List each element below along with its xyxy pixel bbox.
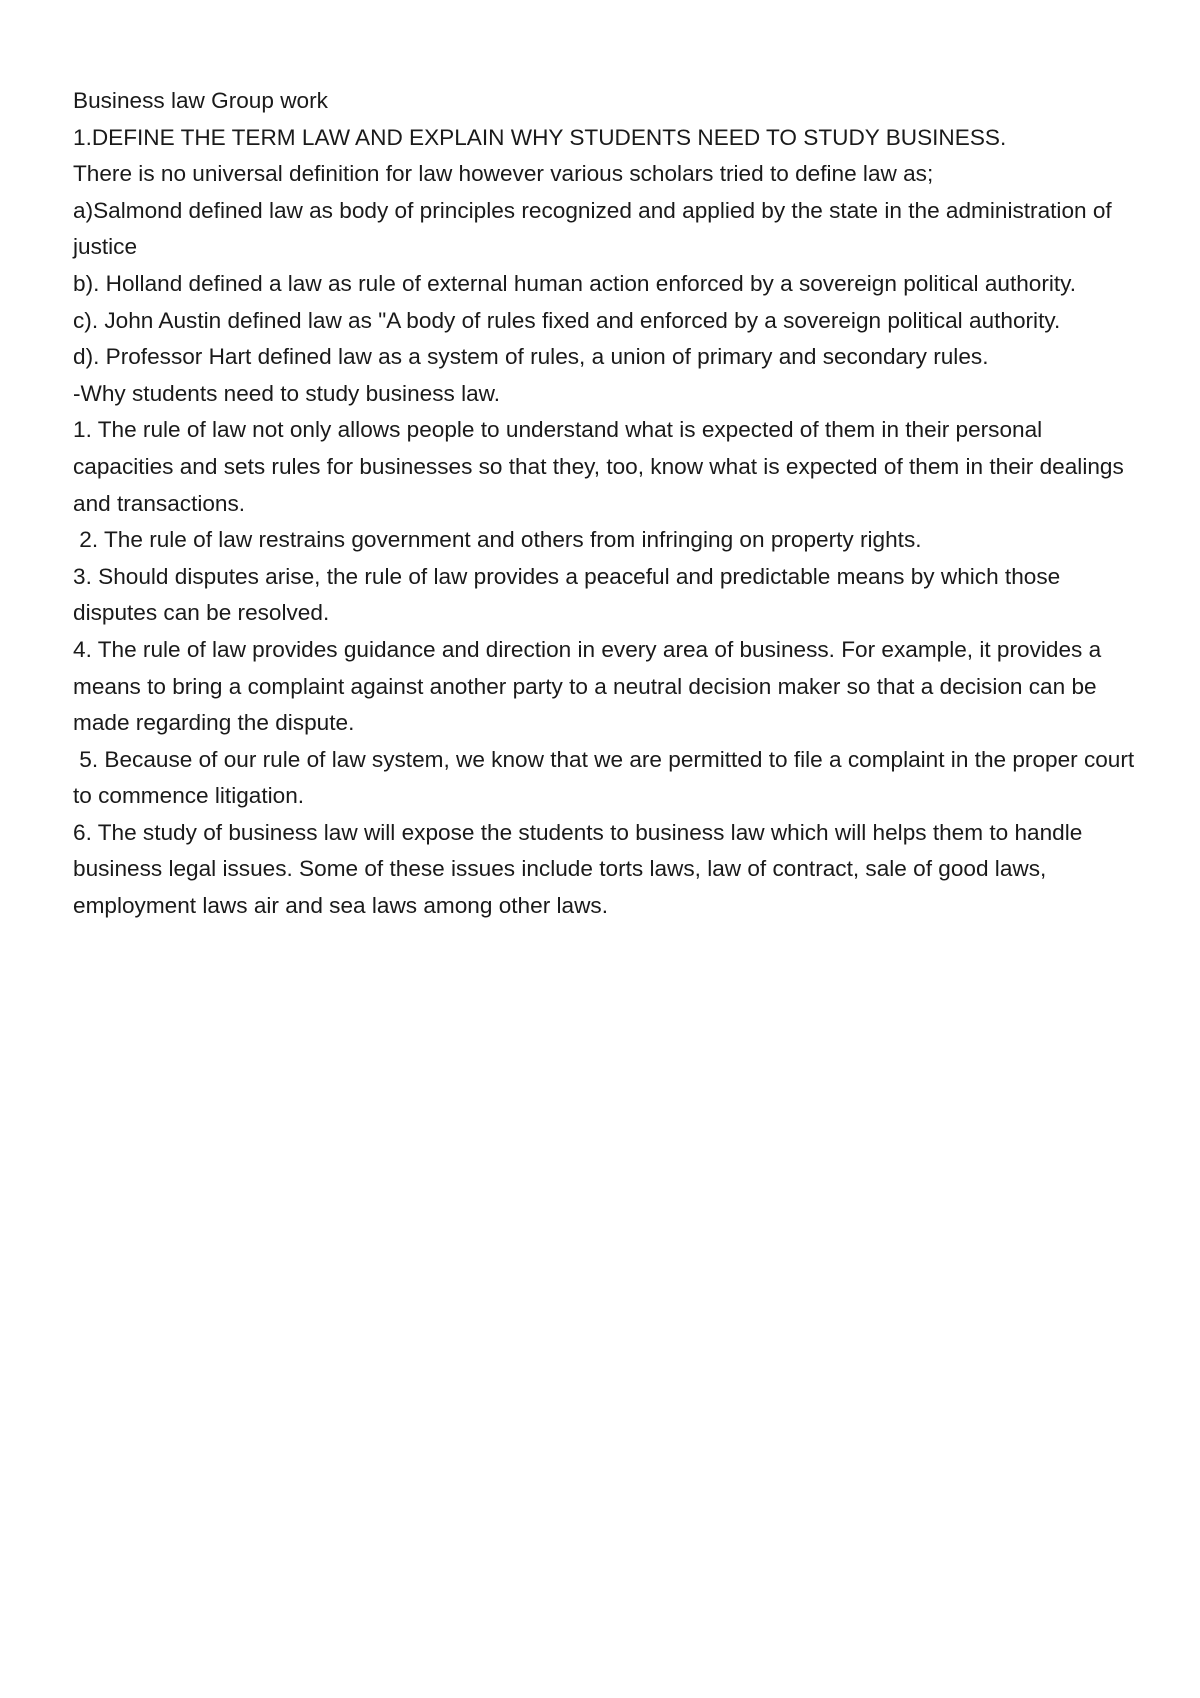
intro-paragraph: There is no universal definition for law however various scholars tried to define law as; <box>73 161 934 187</box>
reason-item: 5. Because of our rule of law system, we know that we are permitted to file a complaint in the proper court to commence litigation. <box>73 746 1141 809</box>
document-body <box>73 83 1141 925</box>
document-title: Business law Group work <box>73 88 328 113</box>
reason-item: 3. Should disputes arise, the rule of law provides a peaceful and predictable means by which those disputes can be resolved. <box>73 563 1061 626</box>
reason-item: 6. The study of business law will expose the students to business law which will helps them to handle business legal issues. Some of these issues include torts laws, law of contract, sale of good laws, employment laws air and sea laws among other laws. <box>73 819 1083 919</box>
question-heading: 1.DEFINE THE TERM LAW AND EXPLAIN WHY STUDENTS NEED TO STUDY BUSINESS. <box>73 124 1007 150</box>
reason-item: 4. The rule of law provides guidance and direction in every area of business. For example, it provides a means to bring a complaint against another party to a neutral decision maker so that a decision can be made regarding the dispute. <box>73 636 1102 736</box>
definition-item: b). Holland defined a law as rule of external human action enforced by a sovereign political authority. <box>73 270 1077 296</box>
reasons-heading: -Why students need to study business law. <box>73 380 500 406</box>
reason-item: 2. The rule of law restrains government and others from infringing on property rights. <box>73 527 922 553</box>
definition-item: d). Professor Hart defined law as a system of rules, a union of primary and secondary rules. <box>73 344 989 370</box>
reason-item: 1. The rule of law not only allows people to understand what is expected of them in their personal capacities and sets rules for businesses so that they, too, know what is expected of them in their dealings and transactions. <box>73 417 1124 516</box>
definition-item: c). John Austin defined law as "A body of rules fixed and enforced by a sovereign political authority. <box>73 307 1061 333</box>
definition-item: a)Salmond defined law as body of principles recognized and applied by the state in the administration of justice <box>73 197 1112 260</box>
